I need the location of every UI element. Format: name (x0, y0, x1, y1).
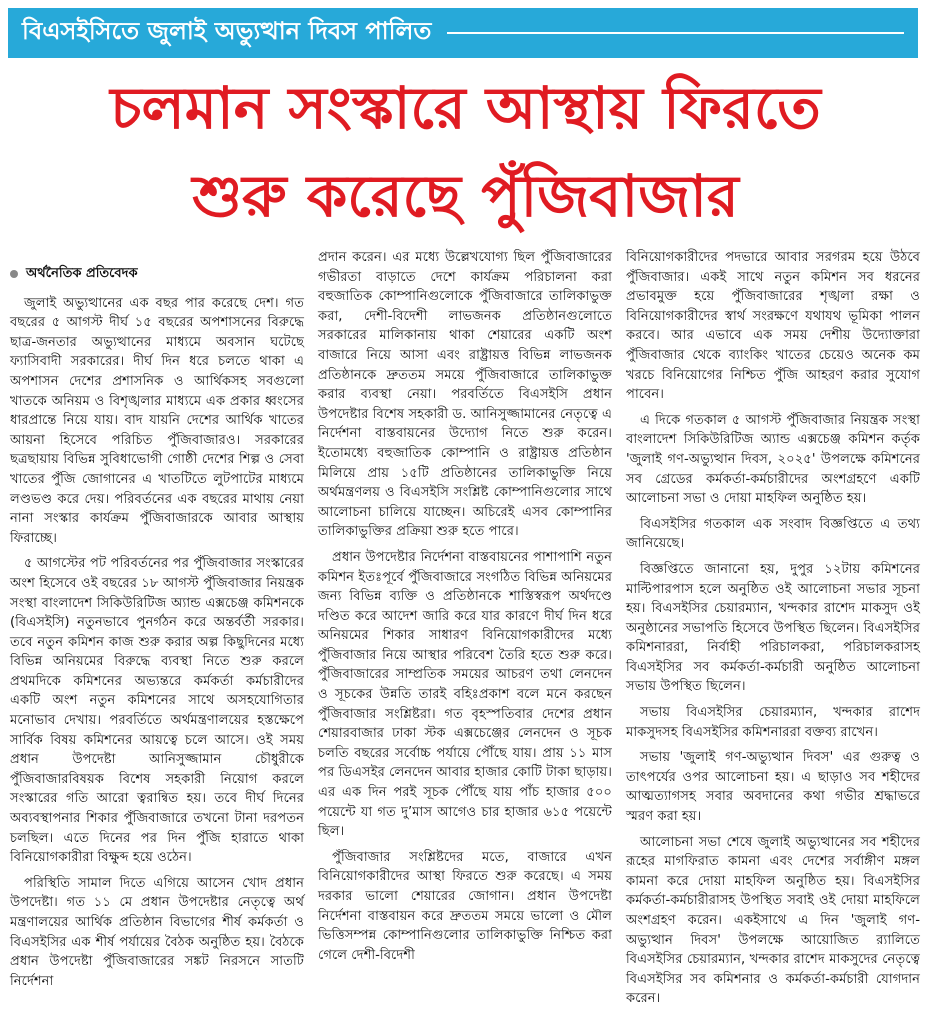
paragraph: প্রধান উপদেষ্টার নির্দেশনা বাস্তবায়নের পাশাপাশি নতুন কমিশন ইতঃপূর্বে পুঁজিবাজারে সংগঠিত বিভিন্ন অনিয়মের জন্য বিভিন্ন ব্যক্তি ও প্রতিষ্ঠানকে শাস্তিস্বরূপ অর্থদণ্ডে দণ্ডিত করে আদেশ জারি করে যার কারণে দীর্ঘ দিন ধরে অনিয়মের শিকার সাধারণ বিনিয়োগকারীদের মধ্যে পুঁজিবাজার নিয়ে আস্থার পরিবেশ তৈরি হতে শুরু করে। পুঁজিবাজারের সাম্প্রতিক সময়ের আচরণ তথা লেনদেন ও সূচকের উন্নতি তারই বহিঃপ্রকাশ বলে মনে করছেন পুঁজিবাজার সংশ্লিষ্টরা। গত বৃহস্পতিবার দেশের প্রধান শেয়ারবাজার ঢাকা স্টক এক্সচেঞ্জের লেনদেন ও সূচক চলতি বছরের সর্বোচ্চ পর্যায়ে পৌঁছে যায়। প্রায় ১১ মাস পর ডিএসইর লেনদেন আবার হাজার কোটি টাকা ছাড়ায়। এর এক দিন পরই সূচক পৌঁছে যায় পাঁচ হাজার ৫০০ পয়েন্টে যা গত দু’মাস আগেও চার হাজার ৬১৫ পয়েন্টে ছিল। (318, 549, 612, 840)
column-1 (10, 248, 304, 996)
column-2 (318, 248, 612, 996)
byline-text: অর্থনৈতিক প্রতিবেদক (26, 266, 138, 281)
banner-kicker: বিএসইসিতে জুলাই অভ্যুত্থান দিবস পালিত (22, 17, 432, 45)
paragraph: ৫ আগস্টের পট পরিবর্তনের পর পুঁজিবাজার সংস্কারের অংশ হিসেবে ওই বছরের ১৮ আগস্ট পুঁজিবাজার নিয়ন্ত্রক সংস্থা বাংলাদেশ সিকিউরিটিজ অ্যান্ড এক্সচেঞ্জ কমিশনকে (বিএসইসি) নতুনভাবে পুনর্গঠন করে অন্তর্বর্তী সরকার। তবে নতুন কমিশন কাজ শুরু করার অল্প কিছুদিনের মধ্যে বিভিন্ন অনিয়মের বিরুদ্ধে ব্যবস্থা নিতে শুরু করলে প্রথমদিকে কমিশনের অভ্যন্তরে কর্মকর্তা কর্মচারীদের একটি অংশ নতুন কমিশনের সাথে অসহযোগিতার মনোভাব দেখায়। পরবর্তিতে অর্থমন্ত্রণালয়ের হস্তক্ষেপে সার্বিক বিষয় কমিশনের আয়ত্বে চলে আসে। ওই সময় প্রধান উপদেষ্টা আনিসুজ্জামান চৌধুরীকে পুঁজিবাজারবিষয়ক বিশেষ সহকারী নিয়োগ করলে সংস্কারের গতি আরো ত্বরান্বিত হয়। তবে দীর্ঘ দিনের অব্যবস্থাপনার শিকার পুঁজিবাজারে তখনো টানা দরপতন চলছিল। এতে দিনের পর দিন পুঁজি হারাতে থাকা বিনিয়োগকারীরা বিক্ষুব্দ হয়ে ওঠেন। (10, 556, 304, 866)
article-body (10, 248, 920, 1007)
paragraph: জুলাই অভ্যুত্থানের এক বছর পার করেছে দেশ। গত বছরের ৫ আগস্ট দীর্ঘ ১৫ বছরের অপশাসনের বিরুদ্ধে ছাত্র-জনতার অভ্যুত্থানের মাধ্যমে অবসান ঘটেছে ফ্যাসিবাদী সরকারের। দীর্ঘ দিন ধরে চলতে থাকা এ অপশাসন দেশের প্রশাসনিক ও আর্থিকসহ সবগুলো খাতকে অনিয়ম ও বিশৃঙ্খলার মাধ্যমে এক প্রকার ধ্বংসের ধারপ্রান্তে নিয়ে যায়। বাদ যায়নি দেশের আর্থিক খাতের আয়না হিসেবে পরিচিত পুঁজিবাজারও। সরকারের ছত্রছায়ায় বিভিন্ন সুবিধাভোগী গোষ্ঠী দেশের শিল্প ও সেবা খাতের পুঁজি জোগানের এ খাতটিতে লুটপাটের মাধ্যমে লণ্ডভণ্ড করে দেয়। পরিবর্তনের এক বছরের মাথায় নেয়া নানা সংস্কার কার্যক্রম পুঁজিবাজারকে আবার আস্থায় ফিরাচ্ছে। (10, 295, 304, 546)
paragraph: বিএসইসির গতকাল এক সংবাদ বিজ্ঞপ্তিতে এ তথ্য জানিয়েছে। (626, 516, 920, 552)
section-banner (8, 8, 918, 58)
paragraph: সভায় 'জুলাই গণ-অভ্যুত্থান দিবস' এর গুরুত্ব ও তাৎপর্যের ওপর আলোচনা হয়। এ ছাড়াও সব শহীদের আত্মত্যাগসহ সবার অবদানের কথা গভীর শ্রদ্ধাভরে স্মরণ করা হয়। (626, 750, 920, 825)
paragraph: বিজ্ঞপ্তিতে জানানো হয়, দুপুর ১২টায় কমিশনের মাল্টিপারপাস হলে অনুষ্ঠিত ওই আলোচনা সভার সূচনা হয়। বিএসইসির চেয়ারম্যান, খন্দকার রাশেদ মাকসুদ ওই অনুষ্ঠানের সভাপতি হিসেবে উপস্থিত ছিলেন। বিএসইসির কমিশনাররা, নির্বাহী পরিচালকরা, পরিচালকরাসহ বিএসইসির সব কর্মকর্তা-কর্মচারী অনুষ্ঠিত আলোচনা সভায় উপস্থিত ছিলেন। (626, 561, 920, 695)
paragraph: আলোচনা সভা শেষে জুলাই অভ্যুত্থানের সব শহীদের রূহের মাগফিরাত কামনা এবং দেশের সর্বাঙ্গীণ মঙ্গল কামনা করে দোয়া মাহফিল অনুষ্ঠিত হয়। বিএসইসির কর্মকর্তা-কর্মচারীরাসহ উপস্থিত সবাই ওই দোয়া মাহফিলে অংশগ্রহণ করেন। একইসাথে এ দিন 'জুলাই গণ-অভ্যুত্থান দিবস' উপলক্ষে আয়োজিত র‌্যালিতে বিএসইসির চেয়ারম্যান, খন্দকার রাশেদ মাকসুদের নেতৃত্বে বিএসইসির সব কমিশনার ও কর্মকর্তা-কর্মচারী যোগদান করেন। (626, 834, 920, 1007)
paragraph: পুঁজিবাজার সংশ্লিষ্টদের মতে, বাজারে এখন বিনিয়োগকারীদের আস্থা ফিরতে শুরু করেছে। এ সময় দরকার ভালো শেয়ারের জোগান। প্রধান উপদেষ্টা নির্দেশনা বাস্তবায়ন করে দ্রুততম সময়ে ভালো ও মৌল ভিত্তিসম্পন্ন কোম্পানিগুলোর তালিকাভুক্তি নিশ্চিত করা গেলে দেশী-বিদেশী (318, 849, 612, 963)
headline-line-2: শুরু করেছে পুঁজিবাজার (192, 162, 739, 230)
paragraph: এ দিকে গতকাল ৫ আগস্ট পুঁজিবাজার নিয়ন্ত্রক সংস্থা বাংলাদেশ সিকিউরিটিজ অ্যান্ড এক্সচেঞ্জ কমিশন কর্তৃক 'জুলাই গণ-অভ্যুত্থান দিবস, ২০২৫' উপলক্ষে কমিশনের সব গ্রেডের কর্মকর্তা-কর্মচারীদের অংশগ্রহণে একটি আলোচনা সভা ও দোয়া মাহফিল অনুষ্ঠিত হয়। (626, 412, 920, 507)
banner-rule (447, 32, 904, 34)
paragraph: প্রদান করেন। এর মধ্যে উল্লেখযোগ্য ছিল পুঁজিবাজারের গভীরতা বাড়াতে দেশে কার্যক্রম পরিচালনা করা বহুজাতিক কোম্পানিগুলোকে পুঁজিবাজারে তালিকাভুক্ত করা, দেশী-বিদেশী লাভজনক প্রতিষ্ঠানগুলোতে সরকারের মালিকানায় থাকা শেয়ারের একটি অংশ বাজারে নিয়ে আসা এবং রাষ্ট্রায়ত্ত বিভিন্ন লাভজনক প্রতিষ্ঠানকে দ্রুততম সময়ে পুঁজিবাজারে তালিকাভুক্ত করার ব্যবস্থা নেয়া। পরবর্তিতে বিএসইসি প্রধান উপদেষ্টার বিশেষ সহকারী ড. আনিসুজ্জামানের নেতৃত্বে এ নির্দেশনা বাস্তবায়নের উদ্যোগ নিতে শুরু করেন। ইতোমধ্যে বহুজাতিক কোম্পানি ও রাষ্ট্রায়ত্ত প্রতিষ্ঠান মিলিয়ে প্রায় ১৫টি প্রতিষ্ঠানের তালিকাভুক্তি নিয়ে অর্থমন্ত্রণলয় ও বিএসইসি সংশ্লিষ্ট কোম্পানিগুলোর সাথে আলোচনা চালিয়ে যাচ্ছেন। অচিরেই এসব কোম্পানির তালিকাভুক্তির প্রক্রিয়া শুরু হতে পারে। (318, 250, 612, 540)
column-3 (626, 248, 920, 1007)
bullet-dot-icon (10, 270, 18, 278)
headline-line-1: চলমান সংস্কারে আস্থায় ফিরতে (110, 74, 821, 142)
paragraph: বিনিয়োগকারীদের পদভারে আবার সরগরম হয়ে উঠবে পুঁজিবাজার। একই সাথে নতুন কমিশন সব ধরনের প্রভাবমুক্ত হয়ে পুঁজিবাজারের শৃঙ্খলা রক্ষা ও বিনিয়োগকারীদের স্বার্থ সংরক্ষণে যথাযথ ভূমিকা পালন করবে। আর এভাবে এক সময় দেশীয় উদ্যোক্তারা পুঁজিবাজার থেকে ব্যাংকিং খাতের চেয়েও অনেক কম খরচে বিনিয়োগের নিশ্চিত পুঁজি আহরণ করার সুযোগ পাবেন। (626, 250, 920, 403)
paragraph: পরিস্থিতি সামাল দিতে এগিয়ে আসেন খোদ প্রধান উপদেষ্টা। গত ১১ মে প্রধান উপদেষ্টার নেতৃত্বে অর্থ মন্ত্রণালয়ের আর্থিক প্রতিষ্ঠান বিভাগের শীর্ষ কর্মকর্তা ও বিএসইসির এক শীর্ষ পর্যায়ের বৈঠক অনুষ্ঠিত হয়। বৈঠকে প্রধান উপদেষ্টা পুঁজিবাজারের সঙ্কট নিরসনে সাতটি নির্দেশনা (10, 875, 304, 989)
byline (10, 264, 304, 284)
paragraph: সভায় বিএসইসির চেয়ারম্যান, খন্দকার রাশেদ মাকসুদসহ বিএসইসির কমিশনাররা বক্তব্য রাখেন। (626, 705, 920, 740)
article-headline (0, 64, 931, 240)
